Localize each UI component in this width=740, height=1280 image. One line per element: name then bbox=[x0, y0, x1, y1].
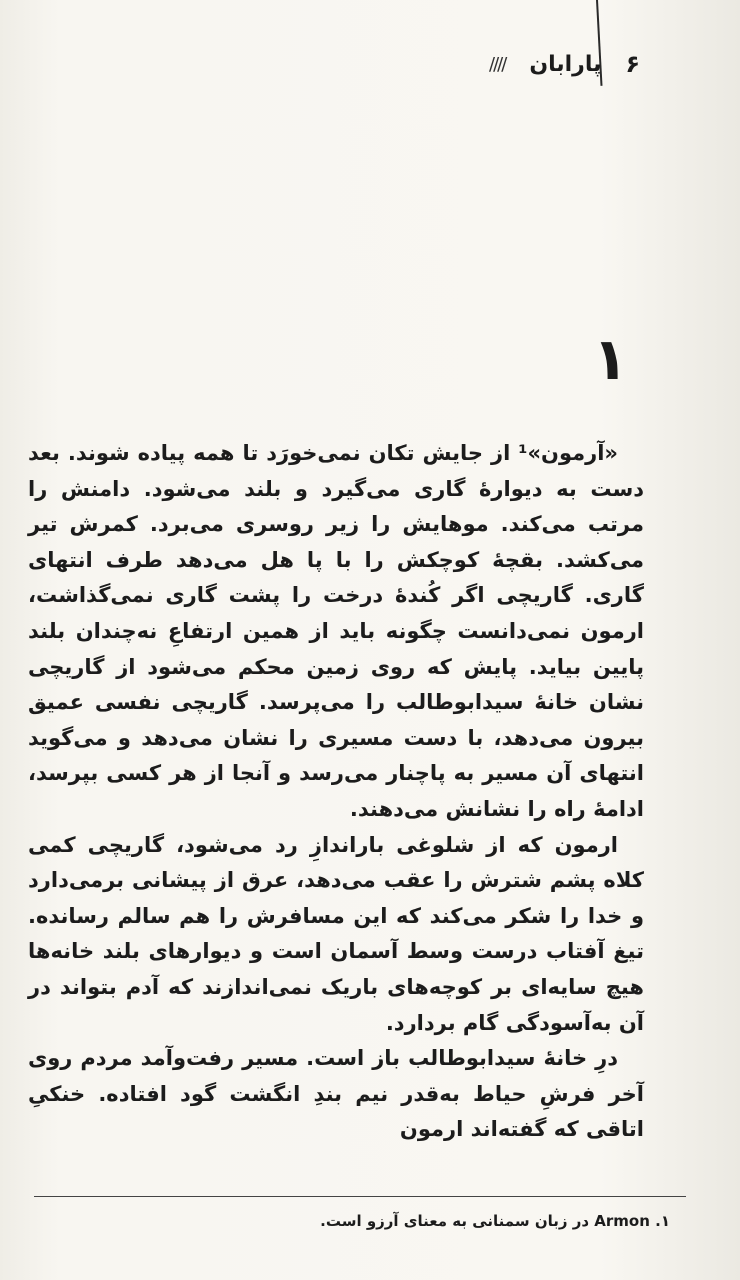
body-text bbox=[28, 436, 644, 1148]
page-number: ۶ bbox=[625, 50, 640, 78]
page-header bbox=[420, 44, 640, 84]
footnote: ۱. Armon در زبان سمنانی به معنای آرزو است. bbox=[320, 1212, 670, 1230]
decorative-hatch: //// bbox=[489, 53, 506, 75]
paragraph: ارمون که از شلوغی باراندازِ رد می‌شود، گاریچی کمی کلاه پشم شترش را عقب می‌دهد، عرق از پیشانی برمی‌دارد و خدا را شکر می‌کند که این مسافرش را هم سالم رسانده. تیغ آفتاب درست وسط آسمان است و دیوارهای بلند خانه‌ها هیچ سایه‌ای بر کوچه‌های باریک نمی‌اندازند که آدم بتواند در آن به‌آسودگی گام بردارد. bbox=[28, 832, 644, 1035]
running-title: پارابان bbox=[529, 51, 602, 77]
chapter-number: ۱ bbox=[592, 325, 628, 393]
footnote-divider bbox=[34, 1196, 686, 1197]
paragraph: «آرمون»¹ از جایش تکان نمی‌خورَد تا همه پیاده شوند. بعد دست به دیوارهٔ گاری می‌گیرد و بلند می‌شود. دامنش را مرتب می‌کند. موهایش را زیر روسری می‌برد. کمرش تیر می‌کشد. بقچهٔ کوچکش را با پا هل می‌دهد طرف انتهای گاری. گاریچی اگر کُندهٔ درخت را پشت گاری نمی‌گذاشت، ارمون نمی‌دانست چگونه باید از همین ارتفاعِ نه‌چندان بلند پایین بیاید. پایش که روی زمین محکم می‌شود از گاریچی نشان خانهٔ سیدابوطالب را می‌پرسد. گاریچی نفسی عمیق بیرون می‌دهد، با دست مسیری را نشان می‌دهد و می‌گوید انتهای آن مسیر به پاچنار می‌رسد و آنجا از هر کسی بپرسد، ادامهٔ راه را نشانش می‌دهند. bbox=[28, 441, 644, 821]
paragraph: درِ خانهٔ سیدابوطالب باز است. مسیر رفت‌وآمد مردم روی آخر فرشِ حیاط به‌قدر نیم بندِ انگشت گود افتاده. خنکیِ اتاقی که گفته‌اند ارمون bbox=[28, 1046, 644, 1142]
